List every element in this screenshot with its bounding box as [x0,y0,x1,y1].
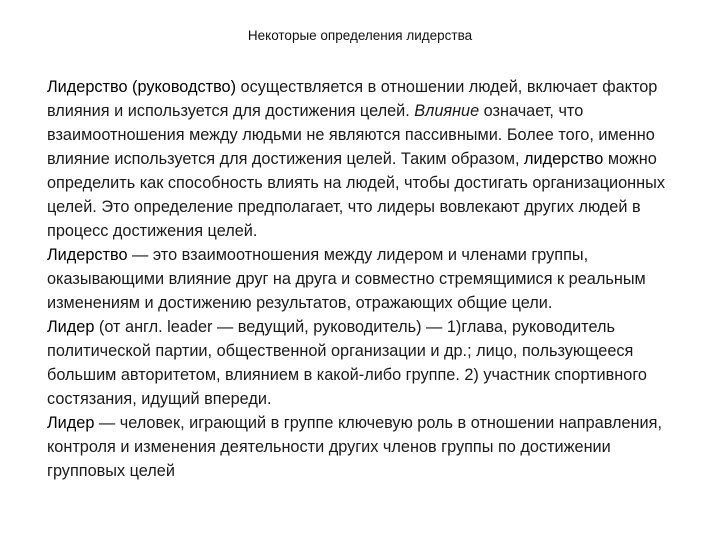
definition-term: Лидерство [47,246,128,264]
definition-paragraph-3 [47,315,687,411]
definition-text: осуществляется в отношении людей, включает фактор влияния и используется для достижения целей. [47,78,658,120]
definition-paragraph-4 [47,411,687,483]
definition-term: лидерство [524,150,604,168]
definition-text: — это взаимоотношения между лидером и членами группы, оказывающими влияние друг на друга и совместно стремящимися к реальным изменениям и достижению результатов, отражающих общие цели. [47,246,646,312]
definition-term: Лидерство (руководство) [47,78,237,96]
definition-text: — человек, играющий в группе ключевую роль в отношении направления, контроля и изменения деятельности других членов группы по достижении групповых целей [47,414,662,480]
definition-term: Лидер [47,414,95,432]
definition-paragraph-1 [47,75,687,243]
slide-title: Некоторые определения лидерства [247,28,473,43]
definition-paragraph-2 [47,243,687,315]
definition-term: Лидер [47,318,95,336]
definition-text: можно определить как способность влиять на людей, чтобы достигать организационных целей. Это определение предполагает, что лидеры вовлекают других людей в процесс достижения целей. [47,150,666,240]
definitions-body [47,75,687,483]
definition-emphasis: Влияние [414,102,480,120]
definition-text: означает, что взаимоотношения между людьми не являются пассивными. Более того, именно влияние используется для достижения целей. Таким образом, [47,102,655,168]
definition-text: (от англ. leader — ведущий, руководитель) — 1)глава, руководитель политической партии, общественной организации и др.; лицо, пользующееся большим авторитетом, влиянием в какой-либо группе. 2) участник спортивного состязания, идущий впереди. [47,318,647,408]
